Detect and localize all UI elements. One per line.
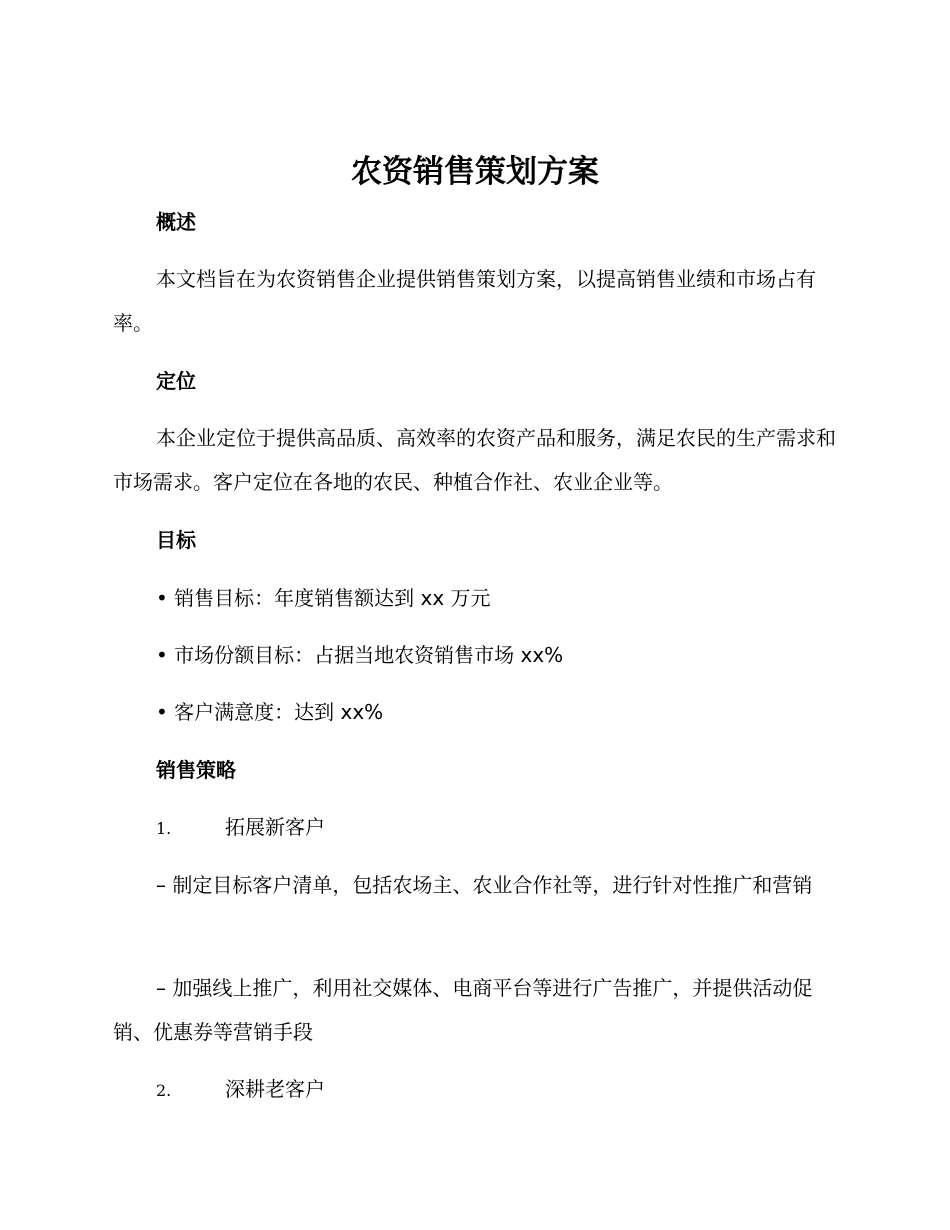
section-heading-positioning: 定位 <box>156 369 196 393</box>
strategy-detail-target-list: – 制定目标客户清单，包括农场主、农业合作社等，进行针对性推广和营销 <box>156 873 813 897</box>
list-number: 1. <box>156 819 172 838</box>
strategy-detail-online-promotion: – 加强线上推广，利用社交媒体、电商平台等进行广告推广，并提供活动促销、优惠券等营销手段 <box>113 976 813 1044</box>
document-title: 农资销售策划方案 <box>351 154 599 190</box>
goal-item-sales: • 销售目标：年度销售额达到 xx 万元 <box>156 586 491 610</box>
positioning-paragraph: 本企业定位于提供高品质、高效率的农资产品和服务，满足农民的生产需求和市场需求。客户定位在各地的农民、种植合作社、农业企业等。 <box>113 426 836 494</box>
strategy-item-existing-customers <box>156 1074 325 1106</box>
strategy-item-title: 拓展新客户 <box>225 815 325 839</box>
overview-paragraph: 本文档旨在为农资销售企业提供销售策划方案，以提高销售业绩和市场占有率。 <box>113 267 816 335</box>
section-heading-goals: 目标 <box>156 528 196 552</box>
strategy-item-new-customers <box>156 812 325 844</box>
section-heading-overview: 概述 <box>156 210 196 234</box>
strategy-item-title: 深耕老客户 <box>225 1077 325 1101</box>
goal-item-market-share: • 市场份额目标：占据当地农资销售市场 xx% <box>156 643 564 667</box>
list-number: 2. <box>156 1081 172 1100</box>
section-heading-strategy: 销售策略 <box>156 758 236 782</box>
goal-item-satisfaction: • 客户满意度：达到 xx% <box>156 700 384 724</box>
